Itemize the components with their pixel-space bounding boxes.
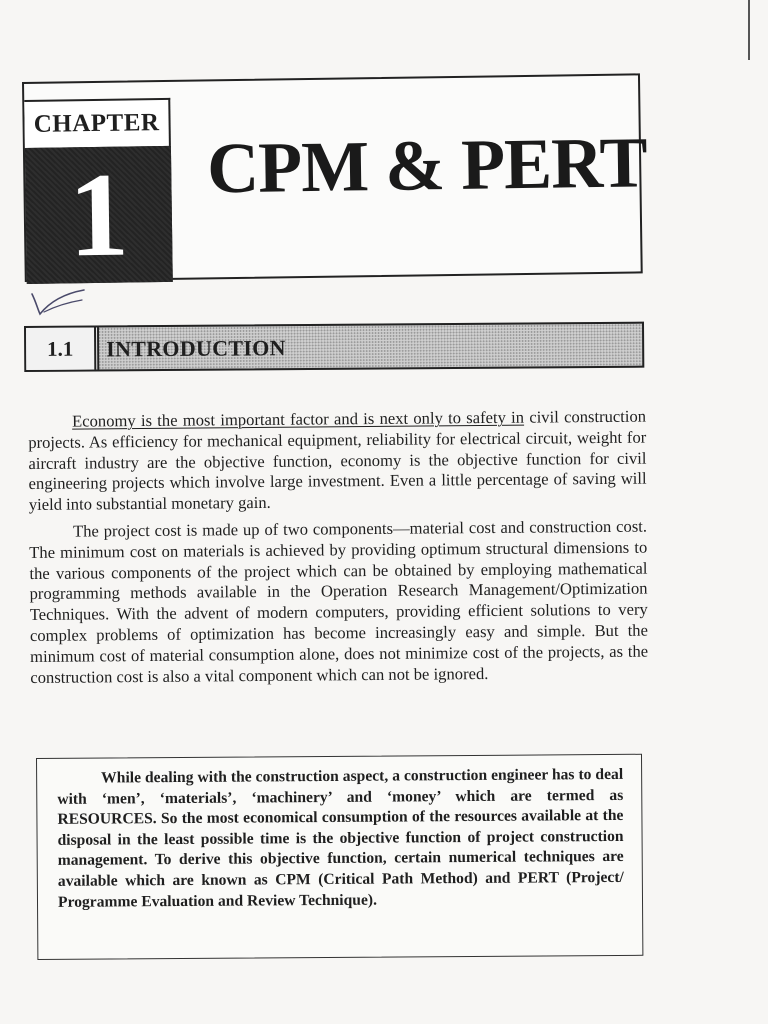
chapter-label: CHAPTER xyxy=(24,98,171,148)
chapter-title: CPM & PERT xyxy=(206,122,648,209)
callout-text: While dealing with the construction aspect, a construction engineer has to deal with ‘men’, ‘materials’, ‘machinery’ and ‘money’ which are termed as RESOURCES. So the most economical consumption of the resources available at the disposal in the least possible time is the objective function of project construction management. To derive this objective function, certain numerical techniques are available which are known as CPM (Critical Path Method) and PERT (Project/ Programme Evaluation and Review Technique). xyxy=(57,765,624,911)
chapter-header xyxy=(22,73,648,282)
paragraph-2: The project cost is made up of two components—material cost and construction cost. The minimum cost on materials is achieved by providing optimum structural dimensions to the various components of the project which can be obtained by employing mathematical programming methods available in the Operation Research Management/Optimization Techniques. With the advent of modern computers, providing efficient solutions to very complex problems of optimization has become increasingly easy and simple. But the minimum cost of material consumption alone, does not minimize cost of the projects, as the construction cost is also a vital component which can not be ignored. xyxy=(29,516,649,687)
resources-callout-box xyxy=(36,754,643,960)
paragraph-1-underlined: Economy is the most important factor and is next only to safety in xyxy=(71,407,525,431)
paragraph-1 xyxy=(28,407,647,516)
section-number: 1.1 xyxy=(26,327,99,370)
handwritten-check-mark-icon xyxy=(26,284,86,320)
paragraph-1-rest: civil construction projects. As efficiency for mechanical equipment, reliability for electrical circuit, weight for aircraft industry are the objective function, economy is the objective function for civil engineering projects which involve large investment. Even a little percentage of saving will yield into substantial monetary gain. xyxy=(28,406,647,515)
body-text xyxy=(28,407,648,695)
page-edge xyxy=(748,0,750,60)
section-heading xyxy=(24,322,644,372)
chapter-number: 1 xyxy=(25,146,173,284)
section-title: INTRODUCTION xyxy=(106,335,286,362)
